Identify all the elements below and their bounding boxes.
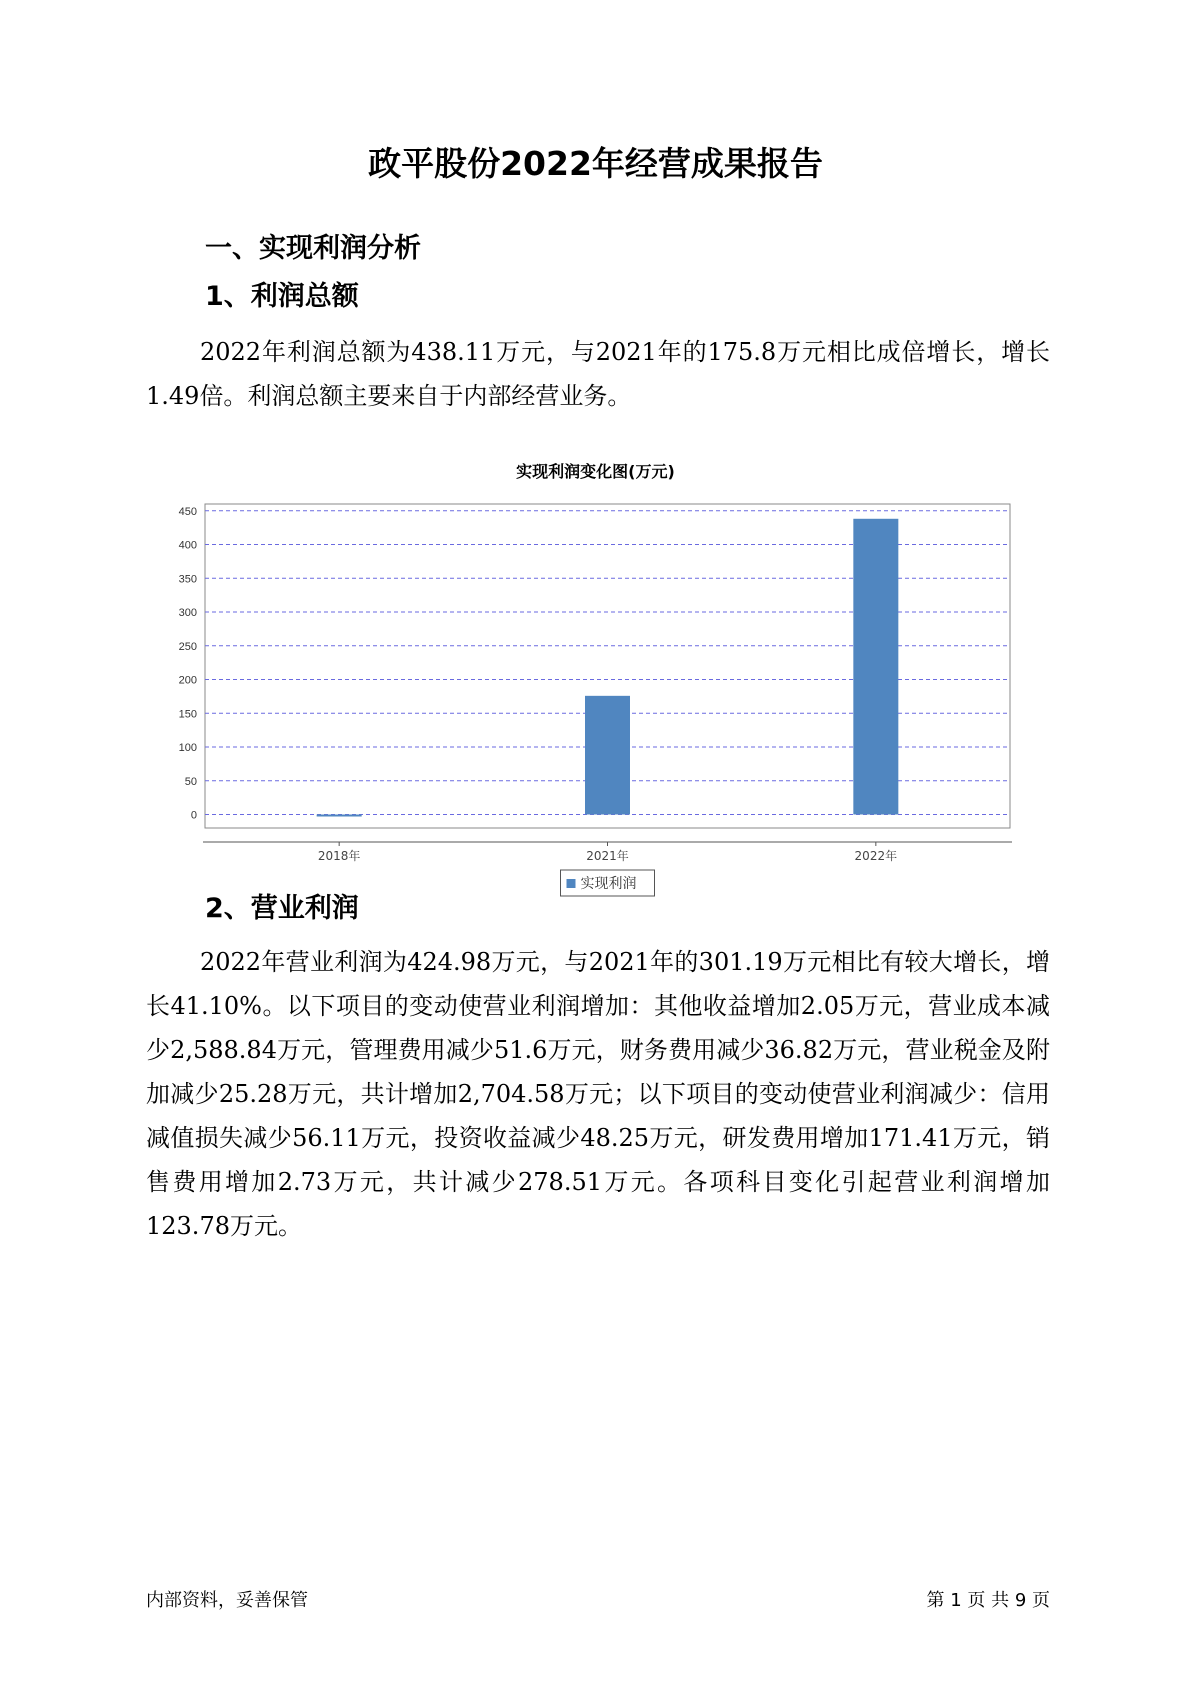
y-tick-label: 150 xyxy=(178,708,197,721)
subsection-heading-operating-profit: 2、营业利润 xyxy=(205,893,359,924)
footer-confidential-note: 内部资料，妥善保管 xyxy=(146,1590,308,1611)
y-tick-label: 400 xyxy=(178,539,197,552)
y-tick-label: 200 xyxy=(178,674,197,687)
x-tick-label: 2018年 xyxy=(317,849,361,863)
bar-2018年 xyxy=(317,815,362,817)
section-heading: 一、实现利润分析 xyxy=(205,233,421,264)
x-tick-label: 2021年 xyxy=(586,849,629,863)
bar-2021年 xyxy=(585,696,630,815)
legend-label: 实现利润 xyxy=(580,876,637,892)
y-tick-label: 0 xyxy=(190,809,197,822)
y-tick-label: 100 xyxy=(178,742,197,754)
paragraph-profit-total: 2022年利润总额为438.11万元，与2021年的175.8万元相比成倍增长，增长1.49倍。利润总额主要来自于内部经营业务。 xyxy=(146,338,1050,410)
y-tick-label: 50 xyxy=(184,775,197,788)
bar-2022年 xyxy=(853,519,898,815)
chart-title: 实现利润变化图(万元) xyxy=(516,462,675,481)
y-tick-label: 300 xyxy=(178,607,197,619)
y-tick-label: 450 xyxy=(178,505,197,518)
paragraph-operating-profit: 2022年营业利润为424.98万元，与2021年的301.19万元相比有较大增长，增长41.10%。以下项目的变动使营业利润增加：其他收益增加2.05万元，营业成本减少2,588.84万元，管理费用减少51.6万元，财务费用减少36.82万元，营业税金及附加减少25.28万元，共计增加2,704.58万元；以下项目的变动使营业利润减少：信用减值损失减少56.11万元，投资收益减少48.25万元，研发费用增加171.41万元，销售费用增加2.73万元，共计减少278.51万元。各项科目变化引起营业利润增加123.78万元。 xyxy=(146,948,1050,1240)
subsection-heading-profit-total: 1、利润总额 xyxy=(205,281,359,312)
footer-page-number: 第 1 页 共 9 页 xyxy=(926,1590,1050,1611)
profit-bar-chart xyxy=(160,490,1040,892)
x-tick-label: 2022年 xyxy=(854,849,898,863)
legend-swatch xyxy=(567,879,576,888)
page-title: 政平股份2022年经营成果报告 xyxy=(368,144,823,183)
y-tick-label: 250 xyxy=(178,640,197,653)
y-tick-label: 350 xyxy=(178,573,197,586)
